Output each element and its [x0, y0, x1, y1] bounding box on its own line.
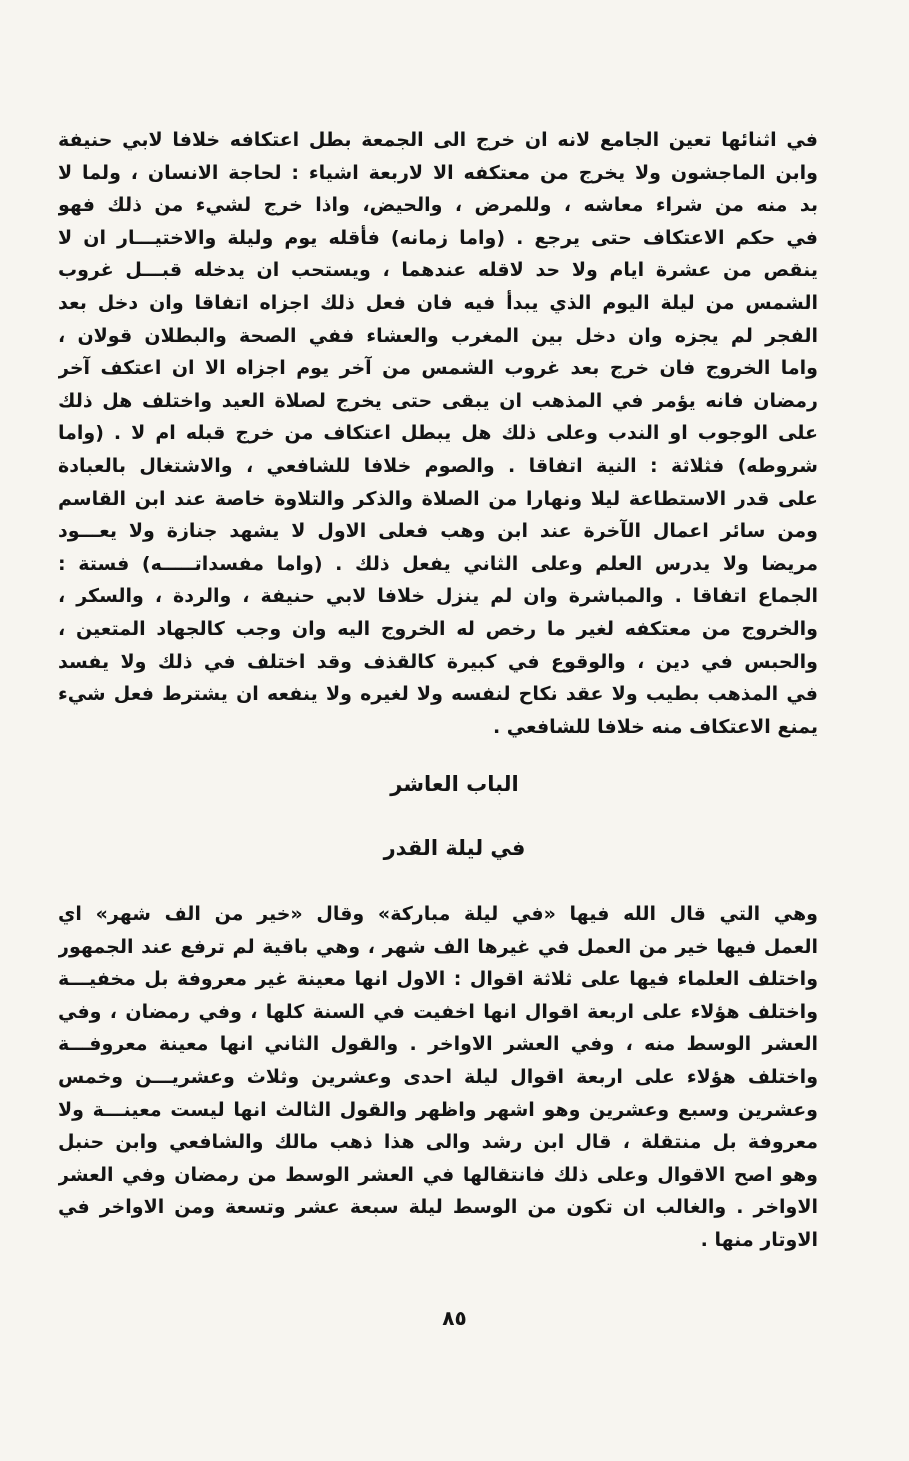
chapter-heading: الباب العاشر — [390, 772, 519, 796]
text-line: ينقص من عشرة ايام ولا حد لاقله عندهما ، ويستحب ان يدخله قبـــل غروب — [58, 259, 818, 282]
text-line: وعشرين وسبع وعشرين وهو اشهر واظهر والقول الثالث انها ليست معينـــة ولا — [58, 1098, 818, 1121]
text-line: ومن سائر اعمال الآخرة عند ابن وهب فعلى الاول لا يشهد جنازة ولا يعـــود — [58, 520, 818, 543]
text-line: الجماع اتفاقا . والمباشرة وان لم ينزل خلافا لابي حنيفة ، والردة ، والسكر ، — [58, 585, 818, 608]
text-line: والحبس في دين ، والوقوع في كبيرة كالقذف وقد اختلف في ذلك ولا يفسد — [58, 650, 818, 673]
text-line: العمل فيها خير من العمل في غيرها الف شهر ، وهي باقية لم ترفع عند الجمهور — [58, 935, 818, 958]
text-line: في حكم الاعتكاف حتى يرجع . (واما زمانه) فأقله يوم وليلة والاختيـــار ان لا — [58, 226, 818, 249]
page-number: ٨٥ — [442, 1306, 467, 1330]
body-paragraph-itikaf — [58, 124, 818, 743]
text-line: في اثنائها تعين الجامع لانه ان خرج الى الجمعة بطل اعتكافه خلافا لابي حنيفة — [58, 129, 818, 151]
text-line: الاوتار منها . — [700, 1228, 818, 1251]
text-line: واختلف هؤلاء على اربعة اقوال انها اخفيت في السنة كلها ، وفي رمضان ، وفي — [58, 1000, 818, 1023]
text-line: شروطه) فثلاثة : النية اتفاقا . والصوم خلافا للشافعي ، والاشتغال بالعبادة — [58, 454, 818, 477]
text-line: يمنع الاعتكاف منه خلافا للشافعي . — [492, 715, 818, 738]
text-line: واما الخروج فان خرج بعد غروب الشمس من آخر يوم اجزاه الا ان اعتكف آخر — [58, 357, 818, 380]
text-line: الشمس من ليلة اليوم الذي يبدأ فيه فان فعل ذلك اجزاه اتفاقا وان دخل بعد — [58, 291, 818, 314]
text-line: الاواخر . والغالب ان تكون من الوسط ليلة سبعة عشر وتسعة ومن الاواخر في — [58, 1196, 818, 1219]
chapter-subheading: في ليلة القدر — [383, 836, 526, 860]
text-line: وابن الماجشون ولا يخرج من معتكفه الا لاربعة اشياء : لحاجة الانسان ، ولما لا — [58, 161, 818, 184]
text-line: بد منه من شراء معاشه ، وللمرض ، والحيض، واذا خرج لشيء من ذلك فهو — [58, 194, 818, 217]
text-line: على الوجوب او الندب وعلى ذلك هل يبطل اعتكاف من خرج قبله ام لا . (واما — [58, 422, 818, 445]
body-paragraph-laylat-al-qadr — [58, 898, 818, 1257]
text-line: الفجر لم يجزه وان دخل بين المغرب والعشاء ففي الصحة والبطلان قولان ، — [58, 324, 818, 347]
text-line: وهو اصح الاقوال وعلى ذلك فانتقالها في العشر الوسط من رمضان وفي العشر — [58, 1163, 818, 1186]
text-line: على قدر الاستطاعة ليلا ونهارا من الصلاة والذكر والتلاوة خاصة عند ابن القاسم — [58, 487, 818, 510]
text-line: في المذهب بطيب ولا عقد نكاح لنفسه ولا لغيره ولا ينفعه ان يشترط فعل شيء — [58, 683, 818, 706]
text-line: وهي التي قال الله فيها «في ليلة مباركة» وقال «خير من الف شهر» اي — [58, 903, 818, 925]
text-line: معروفة بل منتقلة ، قال ابن رشد والى هذا ذهب مالك والشافعي وابن حنبل — [58, 1131, 818, 1154]
text-line: العشر الوسط منه ، وفي العشر الاواخر . والقول الثاني انها معينة معروفـــة — [58, 1033, 818, 1056]
text-line: والخروج من معتكفه لغير ما رخص له الخروج اليه وان وجب كالجهاد المتعين ، — [58, 617, 818, 640]
text-line: مريضا ولا يدرس العلم وعلى الثاني يفعل ذلك . (واما مفسداتـــــه) فستة : — [58, 552, 818, 575]
text-line: واختلف العلماء فيها على ثلاثة اقوال : الاول انها معينة غير معروفة بل مخفيـــة — [58, 968, 818, 991]
text-line: رمضان فانه يؤمر في المذهب ان يبقى حتى يخرج لصلاة العيد واختلف هل ذلك — [58, 389, 818, 412]
text-line: واختلف هؤلاء على اربعة اقوال ليلة احدى وعشرين وثلاث وعشريـــن وخمس — [58, 1065, 818, 1088]
